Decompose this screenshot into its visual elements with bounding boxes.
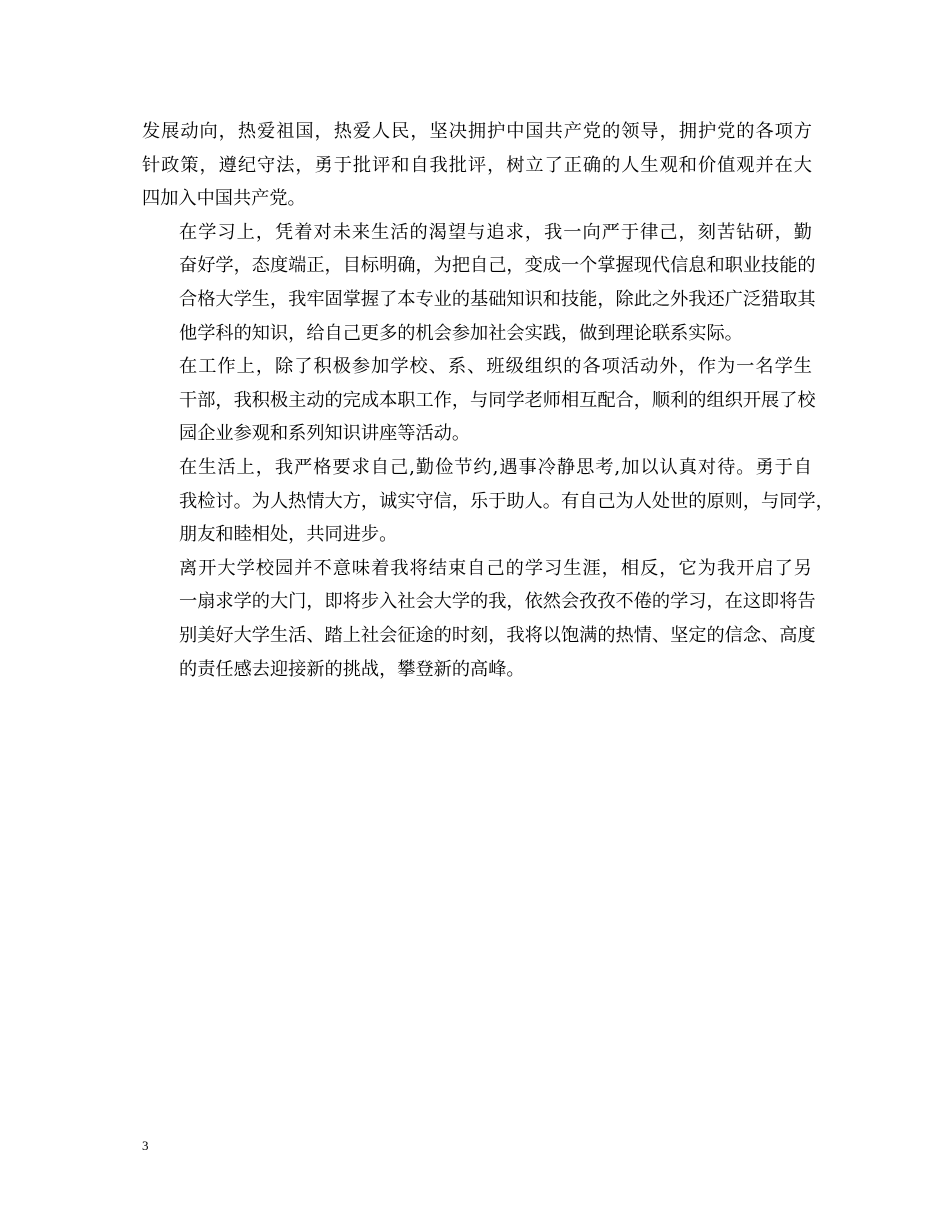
page-number: 3: [142, 1138, 149, 1153]
text-line: 在学习上，凭着对未来生活的渴望与追求，我一向严于律己，刻苦钻研，勤: [179, 221, 812, 243]
text-line: 他学科的知识，给自己更多的机会参加社会实践，做到理论联系实际。: [179, 322, 743, 344]
text-line: 朋友和睦相处，共同进步。: [179, 524, 398, 546]
paragraph-4: [142, 451, 834, 552]
text-line: 园企业参观和系列知识讲座等活动。: [179, 423, 471, 445]
text-line: 在生活上，我严格要求自己,勤俭节约,遇事冷静思考,加以认真对待。勇于自: [179, 456, 812, 478]
document-body: [142, 115, 834, 686]
text-line: 的责任感去迎接新的挑战，攀登新的高峰。: [179, 658, 525, 680]
text-line: 奋好学，态度端正，目标明确，为把自己，变成一个掌握现代信息和职业技能的: [179, 255, 816, 277]
text-line: 四加入中国共产党。: [142, 188, 306, 210]
paragraph-3: [142, 350, 816, 451]
paragraph-1: [142, 115, 812, 216]
paragraph-2: [142, 216, 816, 350]
text-line: 离开大学校园并不意味着我将结束自己的学习生涯，相反，它为我开启了另: [179, 557, 812, 579]
text-line: 我检讨。为人热情大方，诚实守信，乐于助人。有自己为人处世的原则，与同学，: [179, 490, 834, 512]
text-line: 别美好大学生活、踏上社会征途的时刻，我将以饱满的热情、坚定的信念、高度: [179, 624, 816, 646]
text-line: 合格大学生，我牢固掌握了本专业的基础知识和技能，除此之外我还广泛猎取其: [179, 288, 816, 310]
text-line: 在工作上，除了积极参加学校、系、班级组织的各项活动外，作为一名学生: [179, 356, 812, 378]
text-line: 一扇求学的大门，即将步入社会大学的我，依然会孜孜不倦的学习，在这即将告: [179, 591, 816, 613]
text-line: 干部，我积极主动的完成本职工作，与同学老师相互配合，顺利的组织开展了校: [179, 389, 816, 411]
paragraph-5: [142, 552, 816, 686]
text-line: 针政策，遵纪守法，勇于批评和自我批评，树立了正确的人生观和价值观并在大: [142, 154, 812, 176]
text-line: 发展动向，热爱祖国，热爱人民，坚决拥护中国共产党的领导，拥护党的各项方: [142, 121, 812, 142]
